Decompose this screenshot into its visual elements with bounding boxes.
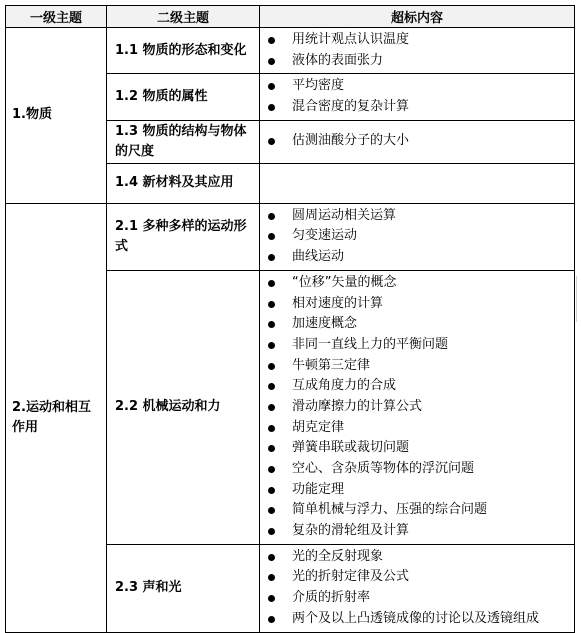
bullet-icon <box>268 37 275 44</box>
list-item: 牛顿第三定律 <box>260 356 574 377</box>
list-item: 加速度概念 <box>260 314 574 335</box>
content-cell <box>260 163 575 203</box>
bullet-icon <box>268 425 275 432</box>
list-item: “位移”矢量的概念 <box>260 273 574 294</box>
level2-topic: 1.2 物质的属性 <box>107 74 260 120</box>
level2-topic: 2.1 多种多样的运动形式 <box>107 203 260 270</box>
list-item: 用统计观点认识温度 <box>260 30 574 51</box>
content-list <box>260 206 574 268</box>
bullet-icon <box>268 404 275 411</box>
content-list <box>260 273 574 542</box>
list-item: 光的全反射现象 <box>260 547 574 568</box>
level2-topic: 1.3 物质的结构与物体的尺度 <box>107 120 260 163</box>
list-item: 简单机械与浮力、压强的综合问题 <box>260 500 574 521</box>
content-cell <box>260 544 575 632</box>
table-row <box>6 203 575 270</box>
content-list <box>260 30 574 71</box>
list-item: 胡克定律 <box>260 418 574 439</box>
header-row <box>6 6 575 28</box>
level1-topic: 1.物质 <box>6 28 107 204</box>
level1-topic: 2.运动和相互作用 <box>6 203 107 632</box>
bullet-icon <box>268 466 275 473</box>
list-item: 两个及以上凸透镜成像的讨论以及透镜组成 <box>260 609 574 630</box>
bullet-icon <box>268 342 275 349</box>
content-cell <box>260 74 575 120</box>
bullet-icon <box>268 363 275 370</box>
header-content: 超标内容 <box>260 6 575 28</box>
list-item: 混合密度的复杂计算 <box>260 97 574 118</box>
list-item: 互成角度力的合成 <box>260 376 574 397</box>
scroll-edge-marker <box>576 276 581 322</box>
list-item: 功能定理 <box>260 480 574 501</box>
list-item: 平均密度 <box>260 76 574 97</box>
bullet-icon <box>268 595 275 602</box>
content-list <box>260 547 574 630</box>
bullet-icon <box>268 507 275 514</box>
bullet-icon <box>268 83 275 90</box>
level2-topic: 1.1 物质的形态和变化 <box>107 28 260 74</box>
list-item: 空心、含杂质等物体的浮沉问题 <box>260 459 574 480</box>
bullet-icon <box>268 280 275 287</box>
bullet-icon <box>268 487 275 494</box>
list-item: 液体的表面张力 <box>260 51 574 72</box>
level2-topic: 2.3 声和光 <box>107 544 260 632</box>
header-level1: 一级主题 <box>6 6 107 28</box>
bullet-icon <box>268 301 275 308</box>
bullet-icon <box>268 58 275 65</box>
content-cell <box>260 203 575 270</box>
list-item: 介质的折射率 <box>260 588 574 609</box>
content-cell <box>260 120 575 163</box>
bullet-icon <box>268 383 275 390</box>
bullet-icon <box>268 574 275 581</box>
content-list <box>260 131 574 152</box>
bullet-icon <box>268 321 275 328</box>
list-item: 匀变速运动 <box>260 226 574 247</box>
list-item: 曲线运动 <box>260 247 574 268</box>
bullet-icon <box>268 138 275 145</box>
bullet-icon <box>268 213 275 220</box>
list-item: 圆周运动相关运算 <box>260 206 574 227</box>
list-item: 相对速度的计算 <box>260 294 574 315</box>
list-item: 滑动摩擦力的计算公式 <box>260 397 574 418</box>
bullet-icon <box>268 616 275 623</box>
content-cell <box>260 28 575 74</box>
level2-topic: 1.4 新材料及其应用 <box>107 163 260 203</box>
content-list <box>260 76 574 117</box>
bullet-icon <box>268 104 275 111</box>
level2-topic: 2.2 机械运动和力 <box>107 270 260 544</box>
list-item: 光的折射定律及公式 <box>260 567 574 588</box>
bullet-icon <box>268 528 275 535</box>
bullet-icon <box>268 554 275 561</box>
list-item: 弹簧串联或裁切问题 <box>260 438 574 459</box>
list-item: 估测油酸分子的大小 <box>260 131 574 152</box>
header-level2: 二级主题 <box>107 6 260 28</box>
content-cell <box>260 270 575 544</box>
bullet-icon <box>268 233 275 240</box>
table-row <box>6 28 575 74</box>
bullet-icon <box>268 445 275 452</box>
list-item: 复杂的滑轮组及计算 <box>260 521 574 542</box>
bullet-icon <box>268 254 275 261</box>
list-item: 非同一直线上力的平衡问题 <box>260 335 574 356</box>
curriculum-table <box>5 5 575 633</box>
